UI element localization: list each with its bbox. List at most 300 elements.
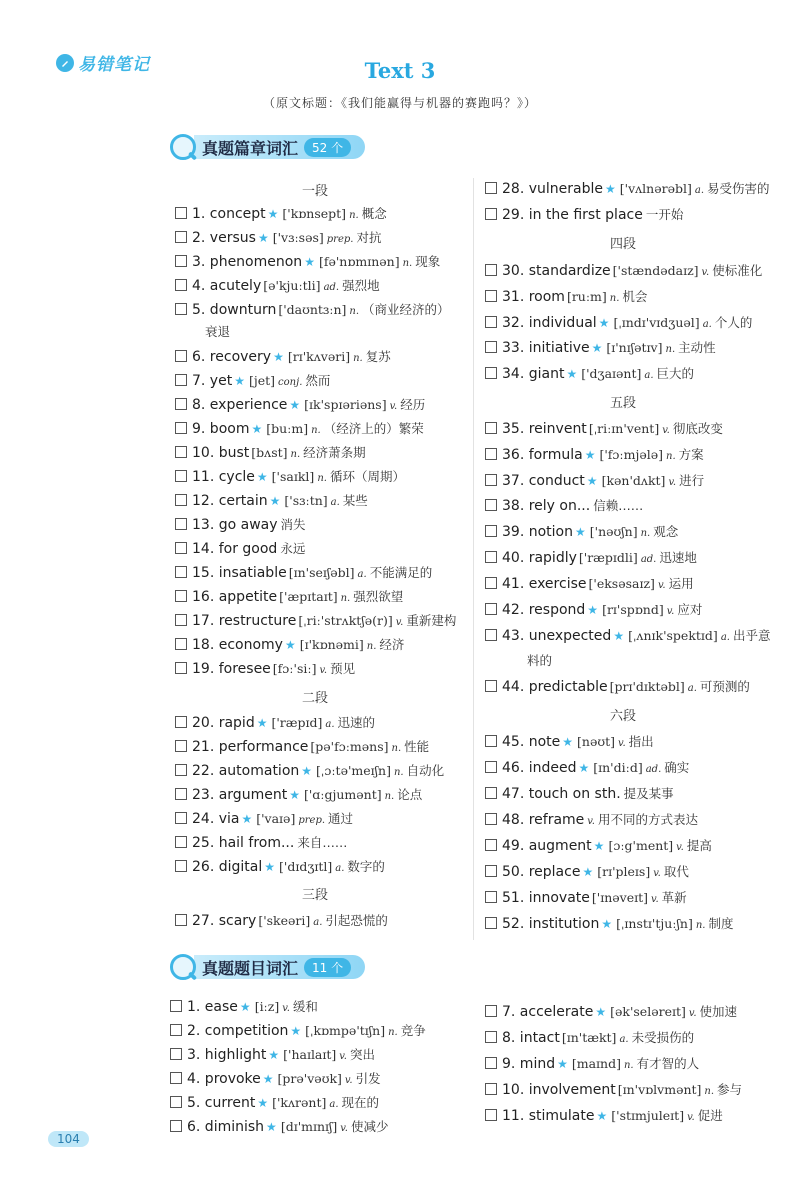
star-icon: ★ [586,474,598,488]
part-of-speech: v. [701,267,710,278]
vocab-word: 32. individual [502,315,597,331]
part-of-speech: conj. [278,377,303,388]
vocab-word: 45. note [502,734,561,750]
phonetic: [ˌʌnɪk'spektɪd] [628,628,718,643]
meaning: 使减少 [350,1119,389,1134]
star-icon: ★ [284,638,296,652]
meaning: 使标准化 [712,263,763,278]
phonetic: [ɪk'spɪəriəns] [304,397,387,412]
star-icon: ★ [289,788,300,802]
vocab-word: 12. certain [192,493,268,509]
phonetic: [ɔːg'ment] [608,838,674,853]
checkbox-icon [175,518,187,530]
phonetic: [ˌkɒmpə'tɪʃn] [305,1023,386,1038]
vocab-word: 27. scary [192,913,257,929]
meaning: 某些 [342,493,368,508]
part-of-speech: a. [357,569,367,580]
vocab-entry [485,288,647,308]
star-icon: ★ [256,470,268,484]
phonetic: [buːm] [266,421,309,436]
vocab-word: 38. rely on... [502,498,591,514]
phonetic: ['skeəri] [258,913,311,928]
meaning: 出乎意 [732,628,771,643]
star-icon: ★ [264,860,275,874]
phonetic: ['eksəsaɪz] [588,576,655,591]
checkbox-icon [485,813,497,825]
part-of-speech: v. [687,1112,695,1123]
meaning: 重新建构 [406,613,457,628]
part-of-speech: n. [666,451,676,462]
vocab-word: 5. current [187,1095,256,1111]
meaning: 用不同的方式表达 [597,812,698,827]
section-title: 真题题目词汇 [202,958,299,978]
part-of-speech: n. [311,425,321,436]
checkbox-icon [485,208,497,220]
meaning: 主动性 [678,340,716,355]
vocab-word: 9. mind [502,1056,556,1072]
checkbox-icon [175,470,187,482]
meaning: 一开始 [645,207,684,222]
checkbox-icon [175,860,187,872]
section-header-question [168,952,365,982]
star-icon: ★ [578,761,590,775]
part-of-speech: v. [666,606,675,617]
phonetic: ['stɪmjuleɪt] [611,1108,685,1123]
checkbox-icon [175,662,187,674]
checkbox-icon [170,1048,182,1060]
checkbox-icon [170,1120,182,1132]
vocab-word: 37. conduct [502,473,585,489]
checkbox-icon [175,836,187,848]
phonetic: ['vaɪə] [256,811,296,826]
meaning: 经济 [379,637,405,652]
vocab-word: 30. standardize [502,263,611,279]
phonetic: [ɪn'seɪʃəbl] [288,565,355,580]
phonetic: [bʌst] [251,445,288,460]
vocab-word: 50. replace [502,864,581,880]
section-title: 真题篇章词汇 [202,138,299,158]
checkbox-icon [175,638,187,650]
meaning: 信赖…… [593,498,644,513]
checkbox-icon [170,1000,182,1012]
meaning: 经历 [400,397,426,412]
part-of-speech: v. [344,1075,353,1086]
star-icon: ★ [269,494,281,508]
vocab-word: 42. respond [502,602,586,618]
meaning: 促进 [697,1108,723,1123]
meaning: 自动化 [406,763,445,778]
phonetic: [pə'fɔːməns] [310,739,389,754]
phonetic: ['ɪnəveɪt] [591,890,649,905]
phonetic: [prɪ'dɪktəbl] [609,679,685,694]
checkbox-icon [485,341,497,353]
meaning: 个人的 [714,315,753,330]
meaning: 通过 [328,811,354,826]
star-icon: ★ [273,350,284,364]
checkbox-icon [485,1109,497,1121]
vocab-word: 39. notion [502,524,573,540]
checkbox-icon [485,629,497,641]
meaning: 提高 [686,838,712,853]
vocab-entry [485,601,702,621]
phonetic: [ɪn'diːd] [593,760,643,775]
checkbox-icon [175,374,187,386]
section-header-vocab [168,132,365,162]
vocab-entry [485,262,762,282]
meaning: 现象 [415,254,441,269]
vocab-word: 48. reframe [502,812,585,828]
star-icon: ★ [604,182,616,196]
star-icon: ★ [266,1120,277,1134]
meaning: 复苏 [365,349,391,364]
vocab-word: 3. phenomenon [192,254,303,270]
vocab-word: 36. formula [502,447,583,463]
vocab-word: 21. performance [192,739,309,755]
star-icon: ★ [566,367,578,381]
vocab-word: 49. augment [502,838,592,854]
vocab-entry [175,348,391,368]
vocab-word: 2. competition [187,1023,289,1039]
paragraph-label: 一段 [301,184,328,199]
vocab-word: 23. argument [192,787,288,803]
checkbox-icon [485,422,497,434]
vocab-entry [485,889,687,909]
part-of-speech: a. [329,1099,339,1110]
part-of-speech: v. [657,580,666,591]
part-of-speech: ad. [645,764,662,775]
phonetic: [fə'nɒmɪnən] [318,254,400,269]
part-of-speech: a. [335,863,345,874]
vocab-entry [175,301,450,321]
phonetic: [fɔː'siː] [272,661,317,676]
page-number: 104 [48,1131,89,1147]
vocab-entry [485,1055,699,1075]
phonetic: [ruːm] [566,289,607,304]
meaning: 迅速的 [337,715,376,730]
vocab-word: 11. cycle [192,469,255,485]
star-icon: ★ [301,764,313,778]
star-icon: ★ [257,1096,269,1110]
meaning: 进行 [679,473,705,488]
checkbox-icon [485,316,497,328]
star-icon: ★ [239,1000,251,1014]
meaning: 对抗 [356,230,382,245]
star-icon: ★ [557,1057,568,1071]
part-of-speech: a. [325,719,335,730]
meaning: 彻底改变 [672,421,723,436]
section-count-badge: 11 个 [304,958,351,977]
meaning: 指出 [628,734,654,749]
vocab-word: 14. for good [192,541,278,557]
part-of-speech: v. [587,816,595,827]
vocab-entry [170,1022,426,1042]
part-of-speech: a. [313,917,323,928]
checkbox-icon [485,577,497,589]
meaning: 未受损伤的 [631,1030,695,1045]
vocab-entry [485,472,704,492]
page-subtitle: （原文标题：《我们能赢得与机器的赛跑吗？》） [262,96,537,110]
vocab-entry [485,759,689,779]
vocab-entry [175,229,381,249]
vocab-entry [175,714,375,734]
phonetic: [rɪ'kʌvəri] [287,349,351,364]
vocab-entry [175,444,366,464]
vocab-word: 15. insatiable [192,565,287,581]
paragraph-label: 三段 [301,888,328,903]
meaning: 不能满足的 [369,565,433,580]
part-of-speech: v. [662,425,670,436]
meaning: 引起恐慌的 [325,913,388,928]
checkbox-icon [485,603,497,615]
meaning: 巨大的 [656,366,695,381]
part-of-speech: v. [395,617,404,628]
paragraph-label: 四段 [609,237,636,252]
vocab-entry [175,205,387,225]
paragraph-label: 二段 [301,691,328,706]
phonetic: [rɪ'pleɪs] [597,864,651,879]
vocab-entry [175,762,444,782]
vocab-entry [485,863,689,883]
vocab-word: 41. exercise [502,576,587,592]
meaning: 机会 [622,289,648,304]
vocab-entry [485,365,694,385]
phonetic: ['ræpɪdli] [578,550,638,565]
vocab-entry [485,837,712,857]
checkbox-icon [485,839,497,851]
checkbox-icon [485,1083,497,1095]
vocab-entry [175,420,424,440]
star-icon: ★ [290,1024,302,1038]
star-icon: ★ [584,448,596,462]
phonetic: [ə'kjuːtli] [263,278,321,293]
vocab-word: 40. rapidly [502,550,577,566]
part-of-speech: v. [653,868,661,879]
checkbox-icon [485,499,497,511]
phonetic: [maɪnd] [571,1056,621,1071]
phonetic: [prə'vəʊk] [277,1071,342,1086]
star-icon: ★ [591,341,603,355]
paragraph-label: 六段 [609,709,636,724]
meaning: 预见 [330,661,356,676]
vocab-word: 46. indeed [502,760,577,776]
vocab-entry [175,468,405,488]
vocab-word: 10. bust [192,445,250,461]
meaning: 有才智的人 [636,1056,700,1071]
phonetic: ['daʊntɜːn] [278,302,347,317]
vocab-entry [485,678,750,698]
part-of-speech: v. [319,665,328,676]
vocab-entry [175,492,368,512]
phonetic: [rɪ'spɒnd] [602,602,664,617]
vocab-entry [175,372,330,392]
vocab-entry [175,738,429,758]
vocab-word: 43. unexpected [502,628,612,644]
vocab-word: 9. boom [192,421,250,437]
vocab-entry [175,564,432,584]
phonetic: ['vɜːsəs] [272,230,324,245]
meaning: 突出 [349,1047,375,1062]
meaning: 引发 [355,1071,381,1086]
vocab-word: 4. provoke [187,1071,261,1087]
vocab-word: 25. hail from... [192,835,295,851]
phonetic: [ɪ'nɪʃətɪv] [606,340,663,355]
meaning: 制度 [708,916,734,931]
meaning: 革新 [661,890,687,905]
vocab-entry [175,588,403,608]
checkbox-icon [175,764,187,776]
checkbox-icon [175,914,187,926]
phonetic: ['dʒaɪənt] [581,366,642,381]
vocab-entry [485,627,770,647]
checkbox-icon [175,812,187,824]
vocab-word: 5. downturn [192,302,277,318]
meaning: （经济上的）繁荣 [323,421,424,436]
meaning: 然而 [305,373,331,388]
checkbox-icon [170,1024,182,1036]
vocab-entry [485,314,752,334]
vocab-entry [485,1081,742,1101]
vocab-entry [175,396,425,416]
star-icon: ★ [251,422,263,436]
part-of-speech: n. [695,920,706,931]
checkbox-icon [485,290,497,302]
vocab-entry [485,549,697,569]
phonetic: ['fɔːmjələ] [599,447,664,462]
vocab-entry [175,516,306,534]
entry-continuation: 料的 [527,653,553,668]
part-of-speech: a. [694,185,705,196]
part-of-speech: v. [339,1051,347,1062]
meaning: 论点 [397,787,423,802]
meaning: 概念 [361,206,387,221]
checkbox-icon [485,1057,497,1069]
meaning: 性能 [404,739,430,754]
section-count-badge: 52 个 [304,138,351,157]
checkbox-icon [485,474,497,486]
star-icon: ★ [268,1048,280,1062]
meaning: 确实 [664,760,690,775]
phonetic: ['ɑːgjumənt] [303,787,382,802]
phonetic: ['nəʊʃn] [589,524,638,539]
vocab-word: 28. vulnerable [502,181,603,197]
meaning: 循环（周期） [329,469,405,484]
paragraph-label: 五段 [609,396,636,411]
vocab-word: 1. concept [192,206,266,222]
checkbox-icon [175,255,187,267]
vocab-entry [175,834,347,852]
vocab-entry [485,1029,694,1049]
part-of-speech: n. [391,743,402,754]
meaning: 取代 [663,864,689,879]
phonetic: [ˌɪndɪ'vɪdʒuəl] [613,315,700,330]
meaning: 强烈欲望 [353,589,404,604]
vocab-word: 7. accelerate [502,1004,594,1020]
phonetic: ['ræpɪd] [271,715,323,730]
part-of-speech: a. [330,497,340,508]
checkbox-icon [485,367,497,379]
checkbox-icon [485,680,497,692]
vocab-entry [170,1118,388,1138]
vocab-word: 10. involvement [502,1082,616,1098]
phonetic: ['dɪdʒɪtl] [279,859,333,874]
star-icon: ★ [262,1072,274,1086]
phonetic: [ˌriːɪn'vent] [588,421,660,436]
star-icon: ★ [574,525,586,539]
entry-continuation: 衰退 [205,324,231,339]
checkbox-icon [485,865,497,877]
vocab-entry [485,180,770,200]
vocab-entry [175,660,355,680]
vocab-word: 11. stimulate [502,1108,595,1124]
vocab-word: 47. touch on sth. [502,786,621,802]
meaning: 观念 [653,524,679,539]
phonetic: ['saɪkl] [271,469,315,484]
meaning: 消失 [280,517,306,532]
part-of-speech: v. [340,1123,348,1134]
vocab-word: 8. experience [192,397,288,413]
meaning: 永远 [280,541,306,556]
checkbox-icon [170,1096,182,1108]
part-of-speech: n. [384,791,395,802]
meaning: 参与 [717,1082,743,1097]
vocab-entry [485,206,683,224]
vocab-word: 52. institution [502,916,600,932]
part-of-speech: n. [623,1060,634,1071]
vocab-word: 20. rapid [192,715,255,731]
vocab-word: 44. predictable [502,679,608,695]
checkbox-icon [170,1072,182,1084]
vocab-word: 8. intact [502,1030,560,1046]
part-of-speech: a. [619,1034,629,1045]
part-of-speech: n. [340,593,351,604]
phonetic: [ɪn'vɒlvmənt] [617,1082,702,1097]
star-icon: ★ [596,1109,608,1123]
star-icon: ★ [582,865,594,879]
part-of-speech: prep. [298,815,326,826]
checkbox-icon [175,398,187,410]
part-of-speech: n. [349,210,359,221]
meaning: 应对 [677,602,703,617]
vocab-entry [485,915,733,935]
checkbox-icon [175,350,187,362]
vocab-entry [175,277,380,297]
part-of-speech: n. [290,449,301,460]
vocab-word: 24. via [192,811,240,827]
meaning: 数字的 [347,859,385,874]
phonetic: ['kɒnsept] [282,206,347,221]
part-of-speech: v. [389,401,398,412]
star-icon: ★ [601,917,613,931]
vocab-entry [170,1046,375,1066]
meaning: 可预测的 [699,679,750,694]
checkbox-icon [485,525,497,537]
part-of-speech: v. [651,894,659,905]
phonetic: [jet] [248,373,276,388]
meaning: 经济萧条期 [303,445,366,460]
vocab-entry [485,575,694,595]
checkbox-icon [175,590,187,602]
vocab-entry [175,912,388,932]
checkbox-icon [175,716,187,728]
checkbox-icon [485,1031,497,1043]
vocab-entry [485,339,716,359]
vocab-word: 26. digital [192,859,263,875]
part-of-speech: n. [665,344,676,355]
star-icon: ★ [289,398,301,412]
star-icon: ★ [562,735,574,749]
part-of-speech: n. [353,353,363,364]
checkbox-icon [175,303,187,315]
